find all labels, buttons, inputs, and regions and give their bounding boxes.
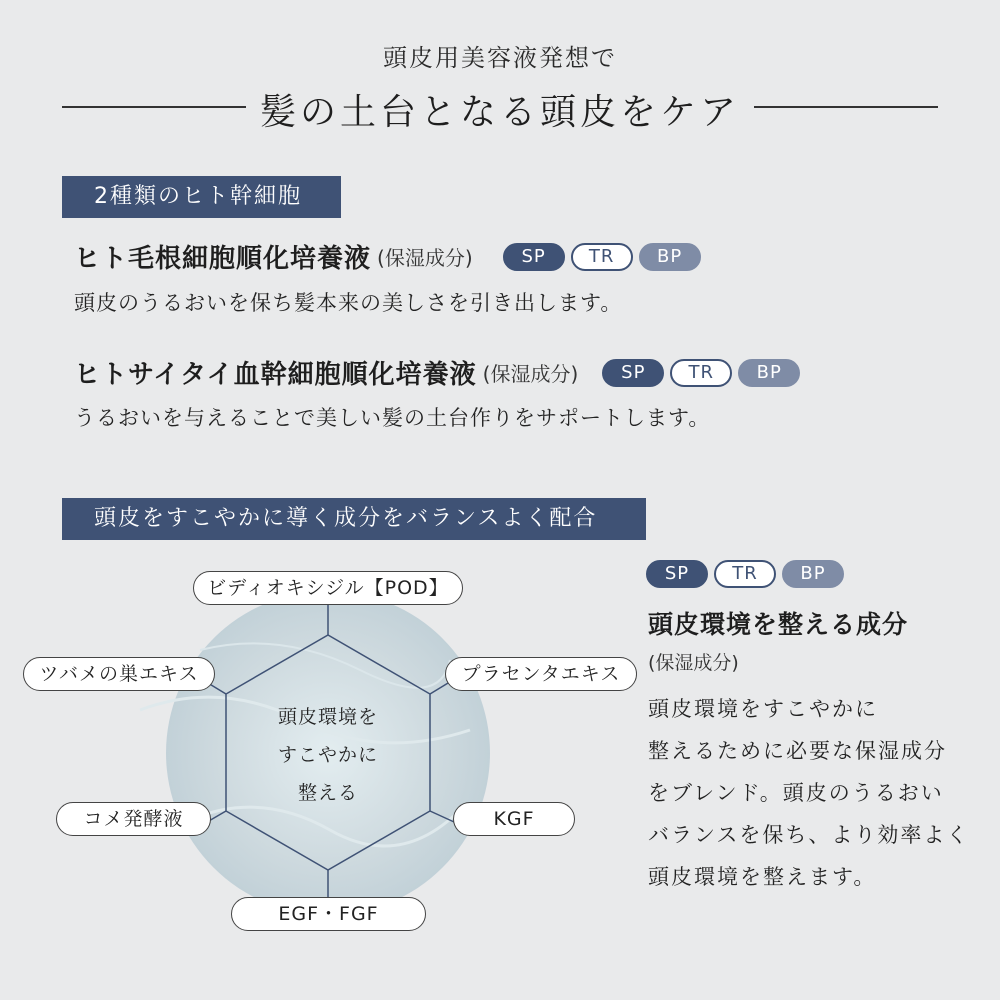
item2-heading (74, 354, 800, 391)
badge-bp: BP (738, 359, 800, 387)
item1-note: (保湿成分) (377, 246, 473, 270)
description-line: バランスを保ち、より効率よく (648, 823, 970, 847)
ingredient-swallow-nest: ツバメの巣エキス (23, 657, 215, 691)
ingredient-rice-ferment: コメ発酵液 (56, 802, 211, 836)
page-subtitle: 頭皮用美容液発想で (383, 44, 617, 72)
item1-name: ヒト毛根細胞順化培養液 (74, 244, 372, 274)
section1-band: 2種類のヒト幹細胞 (62, 176, 341, 218)
title-rule-right (754, 106, 938, 108)
description-line: をブレンド。頭皮のうるおい (648, 781, 944, 805)
page-title: 髪の土台となる頭皮をケア (259, 92, 740, 133)
badge-tr: TR (714, 560, 776, 588)
item2-note: (保湿成分) (482, 362, 579, 386)
description-line: 頭皮環境をすこやかに (648, 697, 878, 721)
item1-description: 頭皮のうるおいを保ち髪本来の美しさを引き出します。 (74, 291, 623, 315)
item1-badges (503, 243, 701, 271)
center-line: すこやかに (277, 744, 378, 766)
description-line: 整えるために必要な保湿成分 (648, 739, 947, 763)
right-description (648, 688, 993, 898)
badge-tr: TR (571, 243, 633, 271)
badge-sp: SP (602, 359, 664, 387)
section2-band: 頭皮をすこやかに導く成分をバランスよく配合 (62, 498, 646, 540)
ingredient-egf-fgf: EGF・FGF (231, 897, 426, 931)
right-note: (保湿成分) (648, 652, 739, 674)
item2-name: ヒトサイタイ血幹細胞順化培養液 (74, 360, 477, 390)
center-line: 頭皮環境を (277, 706, 378, 728)
ingredient-pod: ビディオキシジル【POD】 (193, 571, 463, 605)
badge-bp: BP (639, 243, 701, 271)
diagram-center-label (228, 698, 428, 812)
badge-sp: SP (646, 560, 708, 588)
description-line: 頭皮環境を整えます。 (648, 865, 877, 889)
right-badges (646, 560, 844, 588)
badge-bp: BP (782, 560, 844, 588)
right-title: 頭皮環境を整える成分 (648, 610, 909, 639)
item2-description: うるおいを与えることで美しい髪の土台作りをサポートします。 (74, 406, 711, 430)
center-line: 整える (297, 782, 358, 804)
ingredient-kgf: KGF (453, 802, 575, 836)
badge-tr: TR (670, 359, 732, 387)
item2-badges (602, 359, 800, 387)
badge-sp: SP (503, 243, 565, 271)
item1-heading (74, 238, 701, 275)
ingredient-placenta: プラセンタエキス (445, 657, 637, 691)
